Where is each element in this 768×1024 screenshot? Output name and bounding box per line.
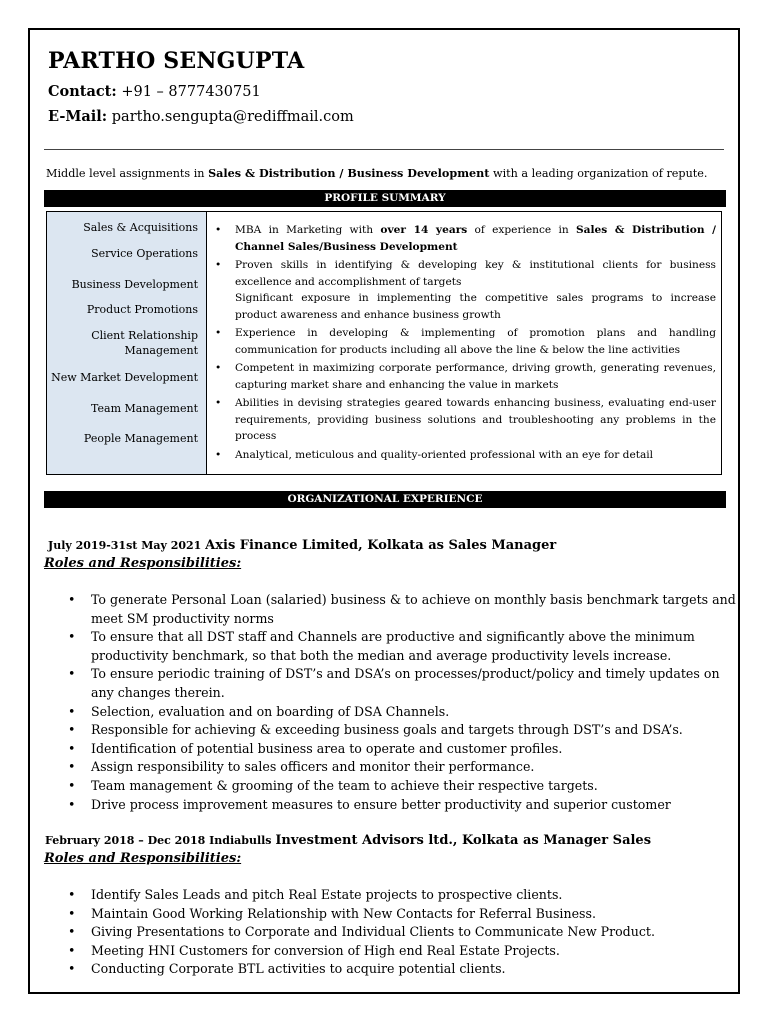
job-company: Axis Finance Limited, Kolkata as Sales Manager — [205, 538, 557, 553]
email-address[interactable]: partho.sengupta@rediffmail.com — [111, 109, 354, 125]
duty-item: • Identify Sales Leads and pitch Real Estate projects to prospective clients. — [91, 886, 741, 905]
summary-item: Significant exposure in implementing the competitive sales programs to increase product awareness and enhance business growth — [235, 292, 716, 321]
skill-item: Sales & Acquisitions — [83, 221, 198, 234]
contact-line — [48, 83, 261, 100]
skill-item: Product Promotions — [86, 303, 198, 316]
summary-item — [235, 222, 716, 255]
skill-item: People Management — [83, 432, 198, 445]
summary-text: of experience in — [467, 224, 576, 236]
candidate-name: PARTHO SENGUPTA — [48, 48, 305, 74]
contact-phone: +91 – 8777430751 — [121, 84, 261, 100]
objective-focus: Sales & Distribution / Business Development — [208, 166, 490, 180]
summary-item: • Abilities in devising strategies geared towards enhancing business, evaluating end-user requirements, providing business solutions and troubleshooting any problems in the process — [235, 395, 716, 445]
summary-column — [211, 222, 716, 463]
summary-item: • Proven skills in identifying & developing key & institutional clients for business excellence and accomplishment of targets — [235, 257, 716, 290]
duty-item: • Conducting Corporate BTL activities to acquire potential clients. — [91, 960, 741, 979]
experience-heading: ORGANIZATIONAL EXPERIENCE — [44, 491, 726, 508]
job-company: Investment Advisors ltd., Kolkata as Manager Sales — [275, 833, 652, 848]
duty-item: • To ensure that all DST staff and Channels are productive and significantly above the minimum productivity benchmark, so that both the median and average productivity levels increase. — [91, 628, 741, 665]
summary-item: • Analytical, meticulous and quality-oriented professional with an eye for detail — [235, 447, 716, 464]
duty-item: • Identification of potential business area to operate and customer profiles. — [91, 740, 741, 759]
duties-list — [44, 886, 741, 979]
job-entry — [44, 833, 741, 979]
job-dates: February 2018 – Dec 2018 Indiabulls — [45, 834, 272, 847]
summary-item: • Competent in maximizing corporate performance, driving growth, generating revenues, capturing market share and enhancing the value in markets — [235, 360, 716, 393]
job-entry — [44, 538, 741, 814]
profile-summary-box — [46, 211, 722, 475]
skill-item: Service Operations — [91, 247, 198, 260]
job-title-line — [44, 538, 741, 553]
summary-text: MBA in Marketing with — [235, 224, 381, 236]
objective-pre: Middle level assignments in — [46, 167, 209, 180]
duty-item: • To generate Personal Loan (salaried) business & to achieve on monthly basis benchmark targets and meet SM productivity norms — [91, 591, 741, 628]
summary-list — [211, 222, 716, 463]
job-title-line — [44, 833, 741, 848]
roles-heading: Roles and Responsibilities: — [44, 556, 242, 571]
duty-item: • To ensure periodic training of DST’s and DSA’s on processes/product/policy and timely updates on any changes therein. — [91, 665, 741, 702]
skills-column — [47, 212, 207, 474]
duty-item: • Giving Presentations to Corporate and Individual Clients to Communicate New Product. — [91, 923, 741, 942]
duty-item: • Selection, evaluation and on boarding of DSA Channels. — [91, 703, 741, 722]
duty-item: • Responsible for achieving & exceeding business goals and targets through DST’s and DSA’s. — [91, 721, 741, 740]
duty-item: • Meeting HNI Customers for conversion of High end Real Estate Projects. — [91, 942, 741, 961]
email-line — [48, 108, 354, 125]
duty-item: • Maintain Good Working Relationship with New Contacts for Referral Business. — [91, 905, 741, 924]
job-dates: July 2019-31st May 2021 — [48, 539, 202, 552]
header-divider — [44, 149, 724, 150]
duty-item: • Drive process improvement measures to ensure better productivity and superior customer — [91, 796, 741, 815]
email-label: E-Mail: — [48, 108, 108, 125]
skill-item: Team Management — [91, 402, 198, 415]
skill-item: Client Relationship Management — [91, 329, 198, 357]
skill-item: Business Development — [71, 278, 198, 291]
resume-page — [28, 28, 740, 994]
contact-label: Contact: — [48, 83, 117, 100]
objective-post: with a leading organization of repute. — [489, 167, 708, 180]
skill-item: New Market Development — [51, 371, 198, 384]
summary-item: • Experience in developing & implementing of promotion plans and handling communication for products including all above the line & below the line activities — [235, 325, 716, 358]
roles-heading: Roles and Responsibilities: — [44, 851, 242, 866]
career-objective — [46, 166, 726, 180]
duty-item: • Assign responsibility to sales officers and monitor their performance. — [91, 758, 741, 777]
duty-item: • Team management & grooming of the team to achieve their respective targets. — [91, 777, 741, 796]
summary-highlight: over 14 years — [380, 224, 468, 236]
summary-highlight: Sales & Distribution / Channel Sales/Business Development — [235, 224, 717, 253]
profile-summary-heading: PROFILE SUMMARY — [44, 190, 726, 207]
duties-list — [44, 591, 741, 814]
